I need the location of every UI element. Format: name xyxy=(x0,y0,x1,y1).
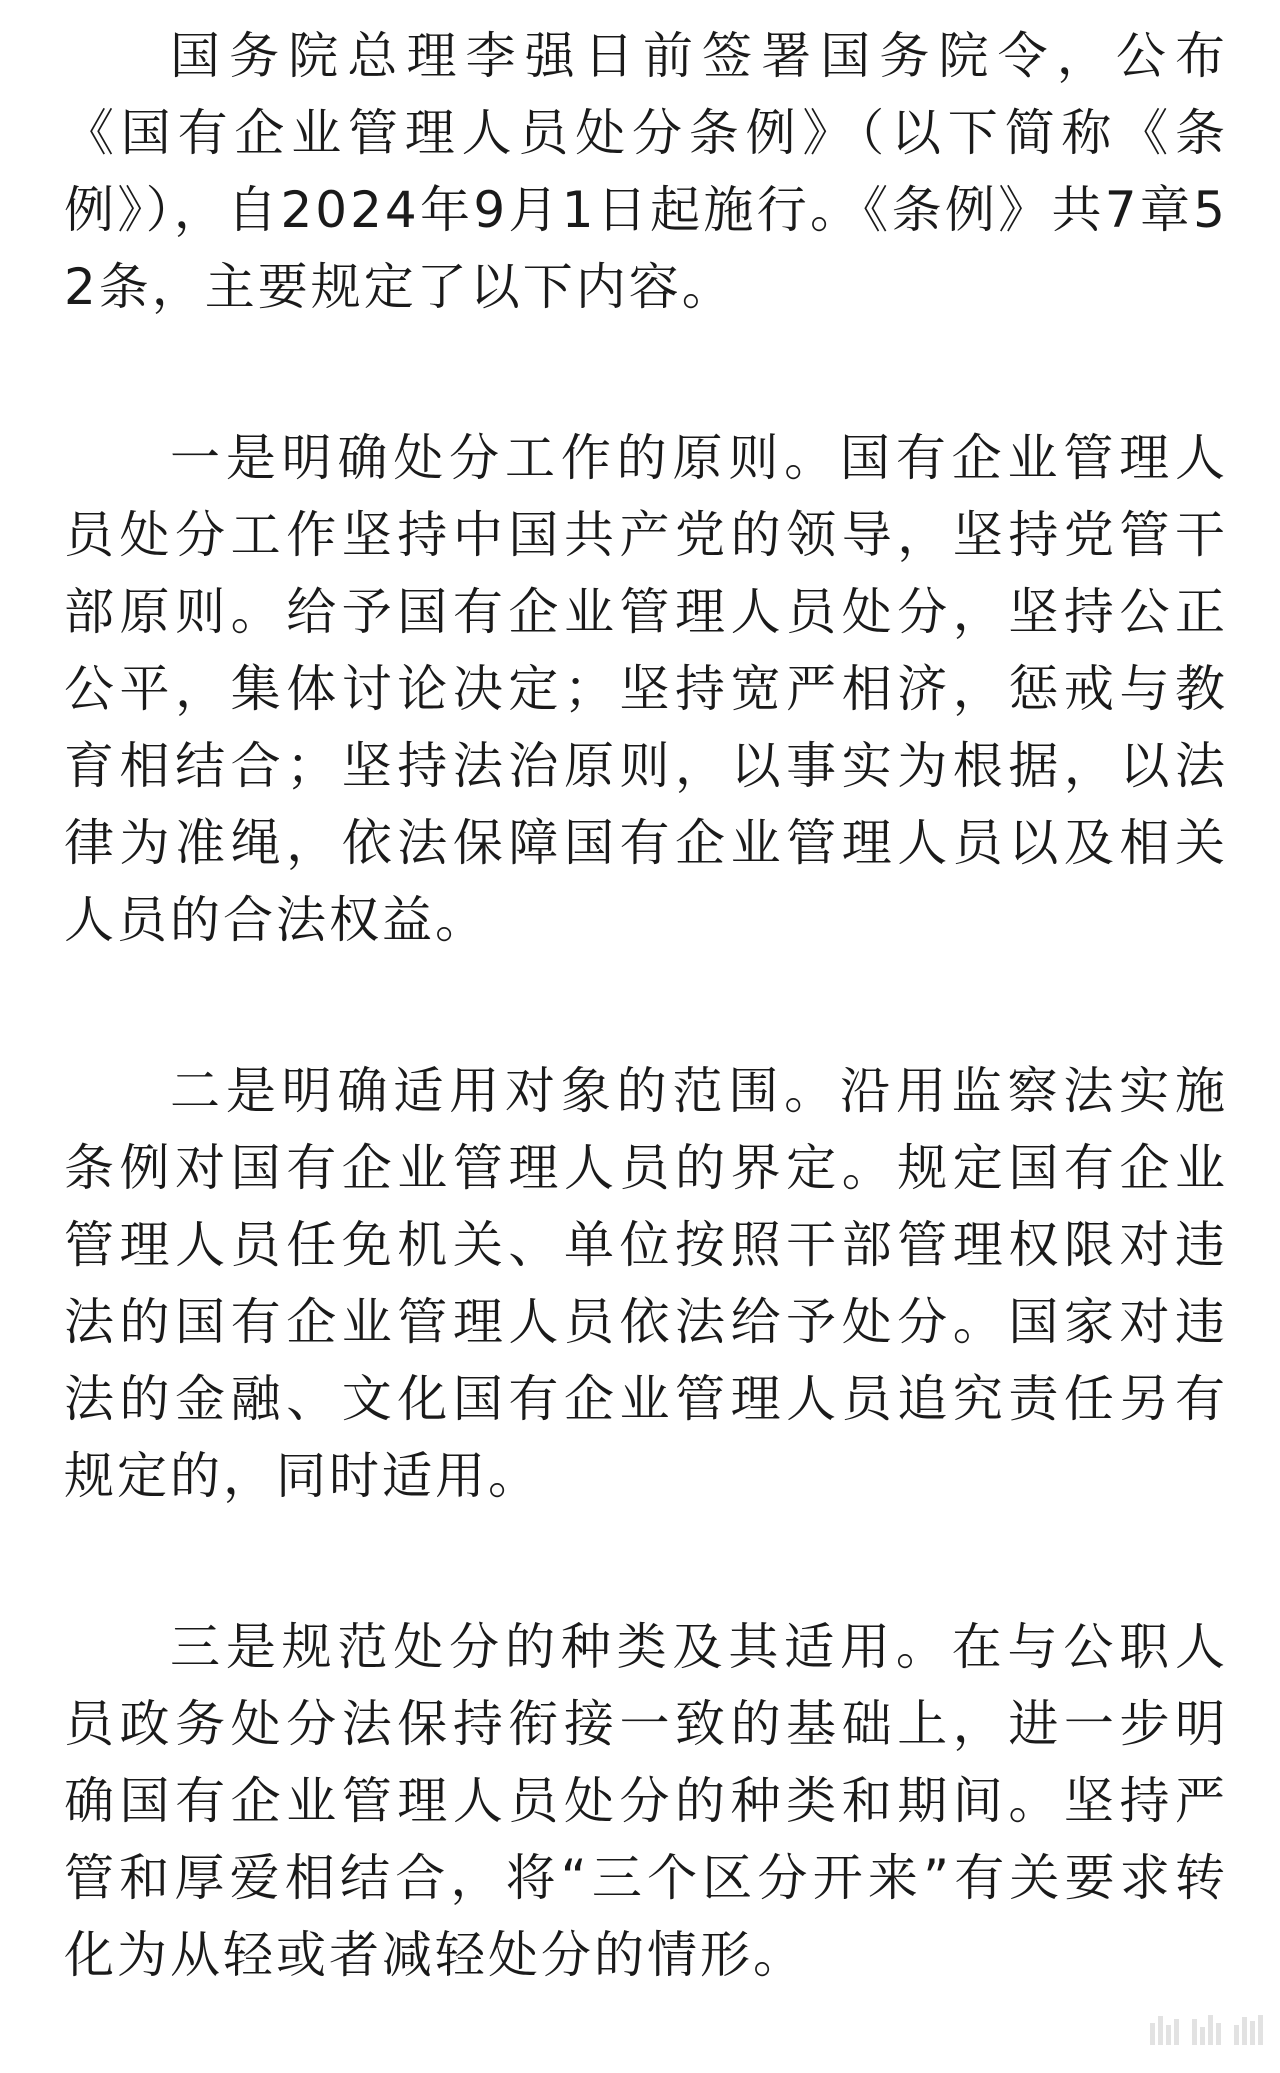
bar-chart-icon xyxy=(1146,2009,1186,2049)
watermark xyxy=(1146,2009,1270,2049)
paragraph-types: 三是规范处分的种类及其适用。在与公职人员政务处分法保持衔接一致的基础上，进一步明确国有企业管理人员处分的种类和期间。坚持严管和厚爱相结合，将“三个区分开来”有关要求转化为从轻或者减轻处分的情形。 xyxy=(64,1618,1228,1984)
paragraph-intro: 国务院总理李强日前签署国务院令，公布《国有企业管理人员处分条例》（以下简称《条例》），自2024年9月1日起施行。《条例》共7章52条，主要规定了以下内容。 xyxy=(64,27,1228,316)
paragraph-scope: 二是明确适用对象的范围。沿用监察法实施条例对国有企业管理人员的界定。规定国有企业管理人员任免机关、单位按照干部管理权限对违法的国有企业管理人员依法给予处分。国家对违法的金融、文化国有企业管理人员追究责任另有规定的，同时适用。 xyxy=(64,1062,1228,1505)
paragraph-principles: 一是明确处分工作的原则。国有企业管理人员处分工作坚持中国共产党的领导，坚持党管干部原则。给予国有企业管理人员处分，坚持公正公平，集体讨论决定；坚持宽严相济，惩戒与教育相结合；坚持法治原则，以事实为根据，以法律为准绳，依法保障国有企业管理人员以及相关人员的合法权益。 xyxy=(64,429,1228,949)
bar-chart-icon xyxy=(1230,2009,1270,2049)
bar-chart-icon xyxy=(1188,2009,1228,2049)
article-body xyxy=(64,18,1228,1994)
